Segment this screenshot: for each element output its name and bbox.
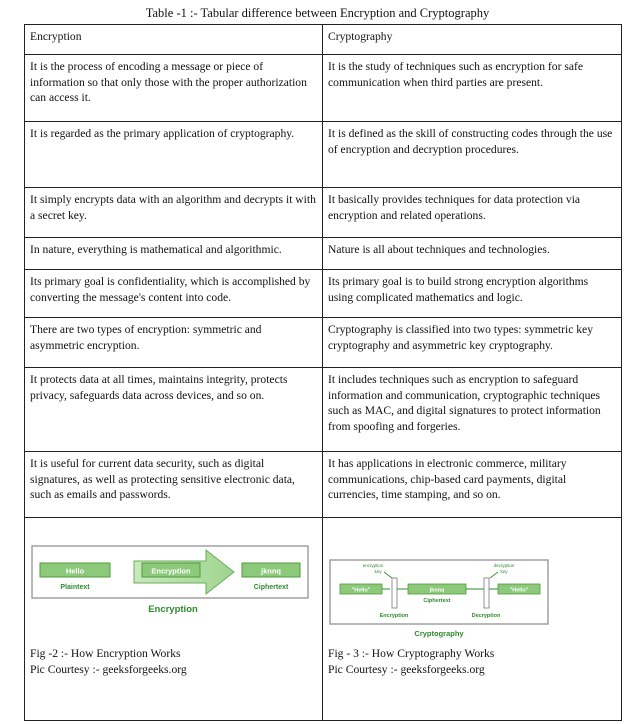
table-row bbox=[25, 188, 622, 238]
table-row bbox=[25, 238, 622, 270]
table-row bbox=[25, 318, 622, 368]
table-row bbox=[25, 452, 622, 518]
ciphertext-label: Ciphertext bbox=[423, 598, 451, 604]
ciphertext-value: jknnq bbox=[261, 566, 281, 576]
row-1-encryption: It is the process of encoding a message or piece of information so that only those with the proper authorization can access it. bbox=[25, 55, 323, 122]
encryption-key-label: encryption bbox=[362, 563, 384, 568]
fig2-caption: Fig -2 :- How Encryption Works bbox=[30, 647, 181, 660]
row-7-cryptography: It includes techniques such as encryption to safeguard information and communication, cryptographic techniques such as MAC, and digital signatures to protect information from spoofing and forgeries. bbox=[323, 368, 622, 452]
row-5-cryptography: Its primary goal is to build strong encryption algorithms using complicated mathematics and logic. bbox=[323, 270, 622, 318]
table-row bbox=[25, 55, 622, 122]
table-caption: Table -1 :- Tabular difference between Encryption and Cryptography bbox=[145, 6, 490, 20]
table-row bbox=[25, 122, 622, 188]
encryption-block bbox=[392, 578, 397, 608]
encryption-key-label-2: key bbox=[374, 569, 382, 574]
row-2-encryption: It is regarded as the primary application of cryptography. bbox=[25, 122, 323, 188]
row-4-encryption: In nature, everything is mathematical and algorithmic. bbox=[25, 238, 323, 270]
header-encryption: Encryption bbox=[25, 25, 323, 55]
input-value: "Hello" bbox=[351, 587, 371, 594]
row-3-encryption: It simply encrypts data with an algorithm and decrypts it with a secret key. bbox=[25, 188, 323, 238]
plaintext-label: Plaintext bbox=[60, 584, 90, 591]
figure-row bbox=[25, 518, 622, 721]
table-row bbox=[25, 368, 622, 452]
row-6-cryptography: Cryptography is classified into two types: symmetric key cryptography and asymmetric key cryptography. bbox=[323, 318, 622, 368]
encryption-diagram bbox=[30, 540, 316, 640]
fig3-courtesy: Pic Courtesy :- geeksforgeeks.org bbox=[328, 662, 485, 676]
decryption-label: Decryption bbox=[471, 613, 501, 619]
row-7-encryption: It protects data at all times, maintains integrity, protects privacy, safeguards data across devices, and so on. bbox=[25, 368, 323, 452]
decryption-key-label: decryption bbox=[493, 563, 515, 568]
row-4-cryptography: Nature is all about techniques and technologies. bbox=[323, 238, 622, 270]
ciphertext-label: Ciphertext bbox=[253, 584, 289, 591]
row-3-cryptography: It basically provides techniques for data protection via encryption and related operations. bbox=[323, 188, 622, 238]
encryption-diagram-title: Encryption bbox=[148, 604, 198, 615]
output-value: "Hello" bbox=[509, 587, 529, 594]
row-2-cryptography: It is defined as the skill of constructing codes through the use of encryption and decryption procedures. bbox=[323, 122, 622, 188]
fig2-courtesy: Pic Courtesy :- geeksforgeeks.org bbox=[30, 662, 187, 676]
fig3-caption: Fig - 3 :- How Cryptography Works bbox=[328, 647, 495, 660]
table-header-row bbox=[25, 25, 622, 55]
cryptography-diagram bbox=[328, 556, 614, 646]
decryption-key-label-2: key bbox=[500, 569, 508, 574]
table-row bbox=[25, 270, 622, 318]
plaintext-value: Hello bbox=[65, 566, 85, 576]
cryptography-diagram-title: Cryptography bbox=[414, 629, 464, 638]
row-6-encryption: There are two types of encryption: symmetric and asymmetric encryption. bbox=[25, 318, 323, 368]
decryption-block bbox=[484, 578, 489, 608]
row-5-encryption: Its primary goal is confidentiality, which is accomplished by converting the message's content into code. bbox=[25, 270, 323, 318]
ciphertext-value: jknnq bbox=[429, 587, 445, 594]
process-value: Encryption bbox=[151, 566, 191, 576]
header-cryptography: Cryptography bbox=[323, 25, 622, 55]
row-8-encryption: It is useful for current data security, such as digital signatures, as well as protecting sensitive electronic data, such as emails and passwords. bbox=[25, 452, 323, 518]
figure-cell-encryption bbox=[25, 518, 323, 721]
figure-cell-cryptography bbox=[323, 518, 622, 721]
comparison-table bbox=[24, 24, 622, 721]
encryption-label: Encryption bbox=[379, 613, 409, 619]
row-1-cryptography: It is the study of techniques such as encryption for safe communication when third parties are present. bbox=[323, 55, 622, 122]
row-8-cryptography: It has applications in electronic commerce, military communications, chip-based card payments, digital currencies, time stamping, and so on. bbox=[323, 452, 622, 518]
